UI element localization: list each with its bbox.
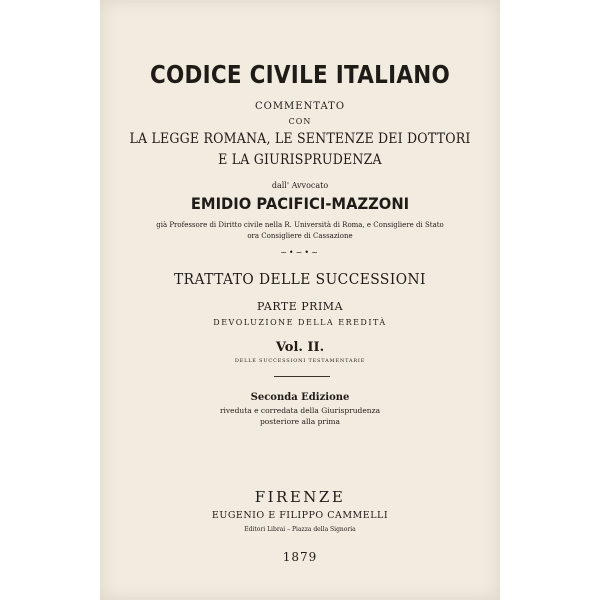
edition-label: Seconda Edizione — [250, 392, 350, 403]
ornament-divider: ~•~•~ — [280, 248, 320, 257]
author-credentials-2: ora Consigliere di Cassazione — [247, 232, 353, 240]
divider-rule — [274, 376, 330, 377]
author-name: EMIDIO PACIFICI-MAZZONI — [190, 194, 410, 213]
publisher-address: Editori Librai – Piazza della Signoria — [244, 526, 356, 533]
volume-label: Vol. II. — [275, 340, 325, 355]
treatise-title: TRATTATO DELLE SUCCESSIONI — [174, 270, 426, 288]
author-credentials-1: già Professore di Diritto civile nella R. Università di Roma, e Consigliere di Stato — [156, 221, 444, 229]
con-label: CON — [288, 117, 312, 126]
publisher-name: EUGENIO E FILIPPO CAMMELLI — [211, 510, 389, 521]
part-subject: DEVOLUZIONE DELLA EREDITÀ — [213, 318, 387, 327]
publication-city: FIRENZE — [254, 488, 346, 506]
volume-subject: DELLE SUCCESSIONI TESTAMENTARIE — [234, 358, 366, 364]
commentato-label: COMMENTATO — [254, 101, 346, 112]
subtitle-line-1: LA LEGGE ROMANA, LE SENTENZE DEI DOTTORI — [129, 131, 471, 147]
edition-note-1: riveduta e corredata della Giurisprudenza — [219, 406, 381, 415]
by-line: dall' Avvocato — [271, 181, 329, 190]
publication-year: 1879 — [282, 550, 318, 564]
title-page — [100, 0, 500, 600]
subtitle-line-2: E LA GIURISPRUDENZA — [218, 152, 382, 168]
part-label: PARTE PRIMA — [256, 300, 344, 313]
edition-note-2: posteriore alla prima — [259, 417, 341, 426]
book-title: CODICE CIVILE ITALIANO — [149, 60, 451, 89]
